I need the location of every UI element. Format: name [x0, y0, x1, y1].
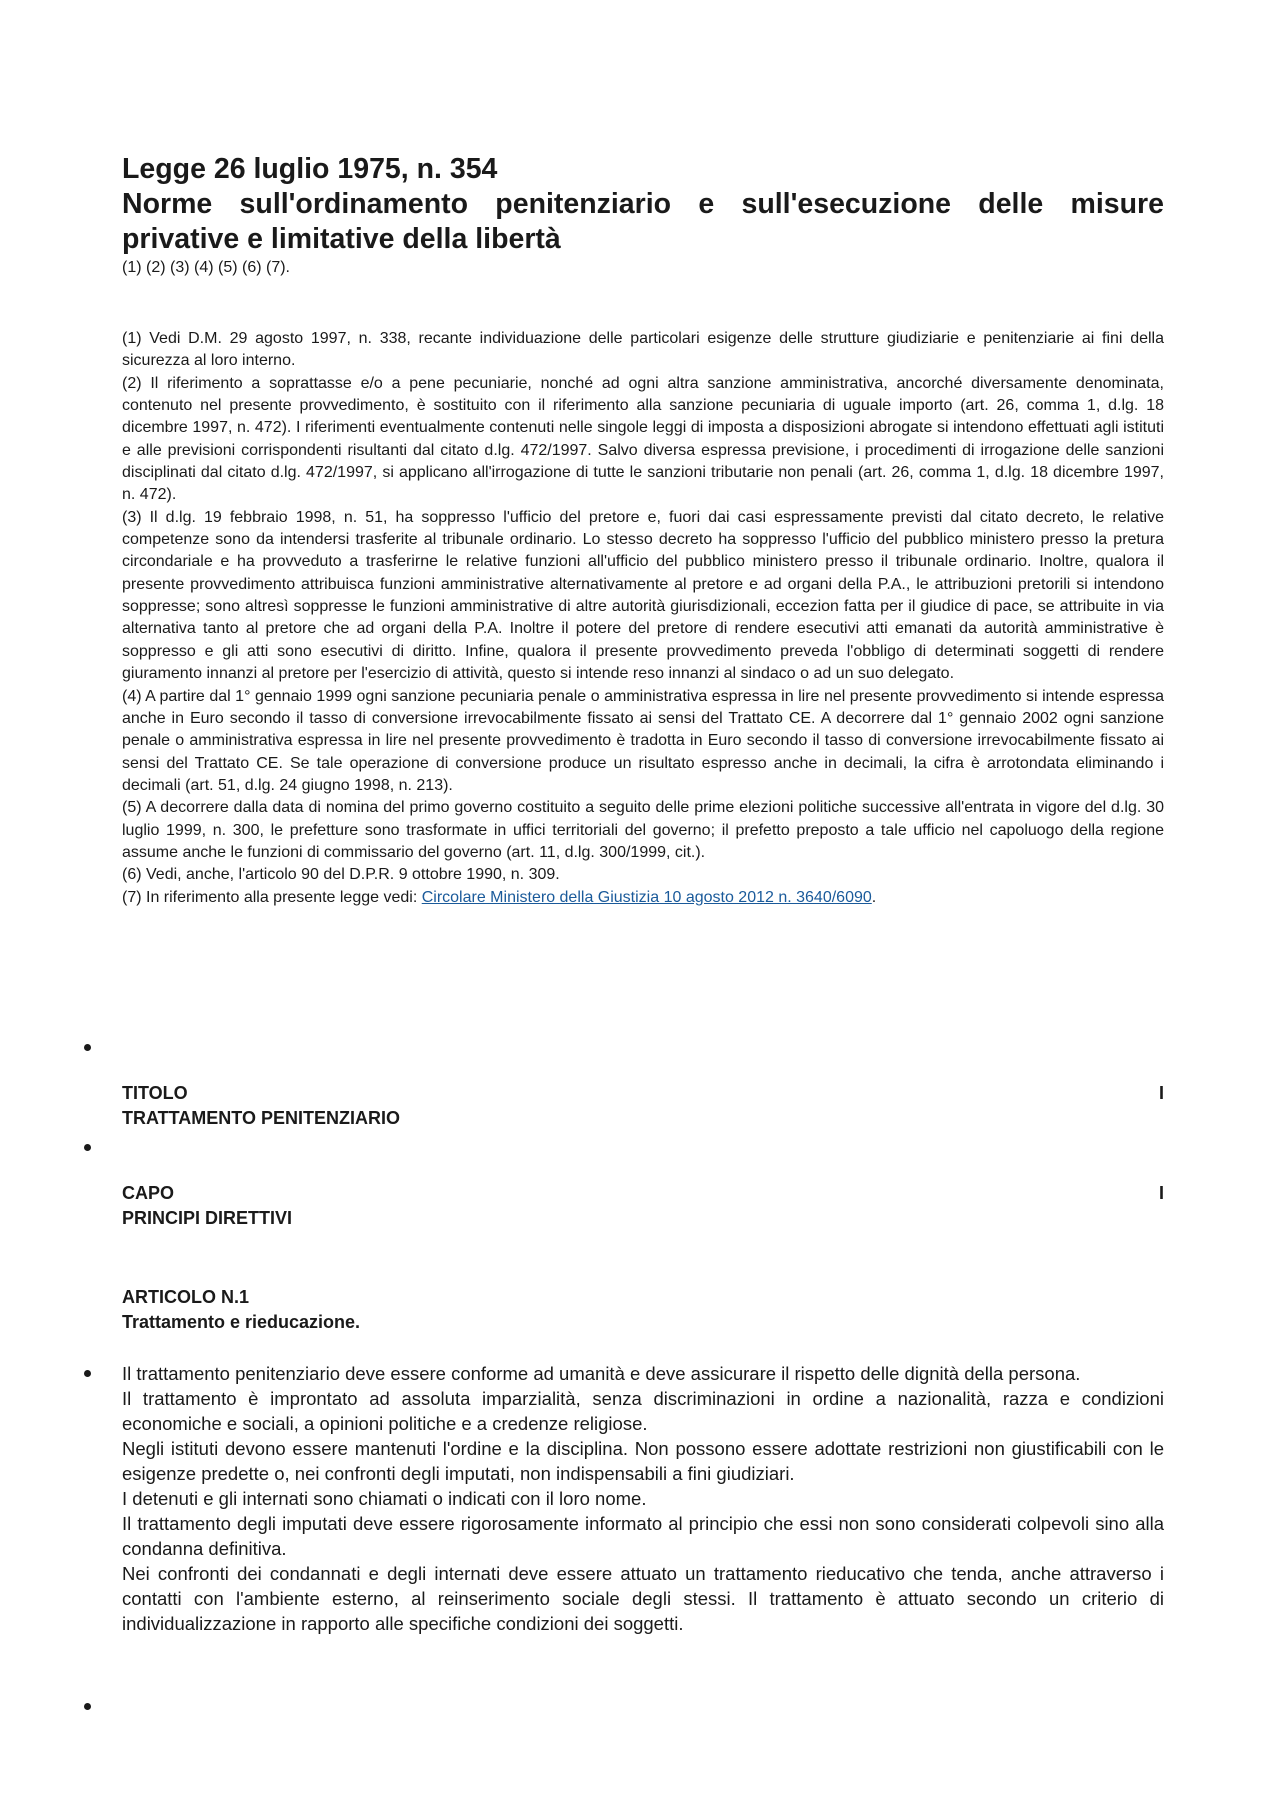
titolo-name: TRATTAMENTO PENITENZIARIO [122, 1108, 400, 1128]
capo-number: I [1158, 1183, 1164, 1203]
law-title: Legge 26 luglio 1975, n. 354 [122, 153, 498, 185]
footnote-5: (5) A decorrere dalla data di nomina del primo governo costituito a seguito delle prime elezioni politiche successive all'entrata in vigore del d.lg. 30 luglio 1999, n. 300, le prefetture sono trasformate in uffici territoriali del governo; il prefetto preposto a tale ufficio nel capoluogo della regione assume anche le funzioni di commissario del governo (art. 11, d.lg. 300/1999, cit.). [122, 799, 1164, 861]
footnote-1: (1) Vedi D.M. 29 agosto 1997, n. 338, recante individuazione delle particolari esigenze delle strutture giudiziarie e penitenziarie ai fini della sicurezza al loro interno. [122, 330, 1164, 370]
footnote-3: (3) Il d.lg. 19 febbraio 1998, n. 51, ha soppresso l'ufficio del pretore e, fuori dai casi espressamente previsti dal citato decreto, le relative competenze sono da intendersi trasferite al tribunale ordinario. Lo stesso decreto ha soppresso l'ufficio del pubblico ministero presso la pretura circondariale e ha provveduto a trasferirne le relative funzioni all'ufficio del pubblico ministero presso il tribunale ordinario. Inoltre, qualora il presente provvedimento attribuisca funzioni amministrative alternativamente al pretore e ad organi della P.A., le attribuzioni pretorili si intendono soppresse; sono altresì soppresse le funzioni amministrative di altre autorità giurisdizionali, eccezion fatta per il giudice di pace, se attribuite in via alternativa tanto al pretore che ad organi della P.A. Inoltre il potere del pretore di rendere esecutivi atti emanati da autorità amministrative è soppresso e gli atti sono esecutivi di diritto. Infine, qualora il presente provvedimento preveda l'obbligo di determinati soggetti di rendere giuramento innanzi al pretore per l'esercizio di attività, questo si intende reso innanzi al sindaco o ad un suo delegato. [122, 508, 1164, 683]
article-heading [122, 1285, 1164, 1335]
law-title-block [122, 152, 1164, 278]
bullet-icon [84, 1144, 91, 1151]
article-title: Trattamento e rieducazione. [122, 1312, 361, 1332]
bullet-icon [84, 1703, 91, 1710]
article-label: ARTICOLO N.1 [122, 1287, 250, 1307]
footnote-2: (2) Il riferimento a soprattasse e/o a pene pecuniarie, nonché ad ogni altra sanzione amministrativa, ancorché diversamente denominata, contenuto nel presente provvedimento, è sostituito con il riferimento alla sanzione pecuniaria di uguale importo (art. 26, comma 1, d.lg. 18 dicembre 1997, n. 472). I riferimenti eventualmente contenuti nelle singole leggi di imposta a disposizioni abrogate si intendono effettuati agli istituti e alle previsioni corrispondenti risultanti dal citato d.lg. 472/1997. Salvo diversa espressa previsione, i procedimenti di irrogazione delle sanzioni disciplinati dal citato d.lg. 472/1997, si applicano all'irrogazione di tutte le sanzioni tributarie non penali (art. 26, comma 1, d.lg. 18 dicembre 1997, n. 472). [122, 374, 1164, 504]
circolare-link[interactable]: Circolare Ministero della Giustizia 10 agosto 2012 n. 3640/6090 [421, 888, 872, 906]
footnote-6: (6) Vedi, anche, l'articolo 90 del D.P.R. 9 ottobre 1990, n. 309. [122, 866, 560, 884]
article-paragraph: Il trattamento è improntato ad assoluta imparzialità, senza discriminazioni in ordine a nazionalità, razza e condizioni economiche e sociali, a opinioni politiche e a credenze religiose. [122, 1388, 1164, 1435]
article-paragraph: Negli istituti devono essere mantenuti l'ordine e la disciplina. Non possono essere adottate restrizioni non giustificabili con le esigenze predette o, nei confronti degli imputati, non indispensabili a fini giudiziari. [122, 1438, 1164, 1485]
article-paragraph: Il trattamento penitenziario deve essere conforme ad umanità e deve assicurare il rispetto delle dignità della persona. [122, 1363, 1081, 1384]
titolo-heading [122, 1081, 1164, 1131]
footnote-4: (4) A partire dal 1° gennaio 1999 ogni sanzione pecuniaria penale o amministrativa espressa in lire nel presente provvedimento si intende espressa anche in Euro secondo il tasso di conversione irrevocabilmente fissato ai sensi del Trattato CE. A decorrere dal 1° gennaio 2002 ogni sanzione penale o amministrativa espressa in lire nel presente provvedimento è tradotta in Euro secondo il tasso di conversione irrevocabilmente fissato ai sensi del Trattato CE. Se tale operazione di conversione produce un risultato espresso anche in decimali, la cifra è arrotondata eliminando i decimali (art. 51, d.lg. 24 giugno 1998, n. 213). [122, 687, 1164, 794]
document-page [122, 152, 1164, 909]
article-paragraph: Nei confronti dei condannati e degli internati deve essere attuato un trattamento rieducativo che tenda, anche attraverso i contatti con l'ambiente esterno, al reinserimento sociale degli stessi. Il trattamento è attuato secondo un criterio di individualizzazione in rapporto alle specifiche condizioni dei soggetti. [122, 1563, 1164, 1635]
article-paragraph: I detenuti e gli internati sono chiamati o indicati con il loro nome. [122, 1488, 647, 1510]
footnote-7-suffix: . [871, 888, 877, 906]
footnote-refs: (1) (2) (3) (4) (5) (6) (7). [122, 259, 290, 276]
article-paragraph: Il trattamento degli imputati deve essere rigorosamente informato al principio che essi non sono considerati colpevoli sino alla condanna definitiva. [122, 1513, 1164, 1560]
capo-heading [122, 1181, 1164, 1231]
capo-name: PRINCIPI DIRETTIVI [122, 1208, 293, 1228]
law-subtitle: Norme sull'ordinamento penitenziario e sull'esecuzione delle misure privative e limitative della libertà [122, 188, 1164, 255]
titolo-number: I [1158, 1083, 1164, 1103]
article-body [122, 1361, 1164, 1637]
footnote-7-prefix: (7) In riferimento alla presente legge vedi: [122, 888, 422, 906]
footnote-7 [122, 887, 1164, 909]
footnotes [122, 328, 1164, 909]
titolo-label: TITOLO [122, 1083, 188, 1103]
bullet-icon [84, 1044, 91, 1051]
capo-label: CAPO [122, 1183, 175, 1203]
bullet-icon [84, 1370, 91, 1377]
